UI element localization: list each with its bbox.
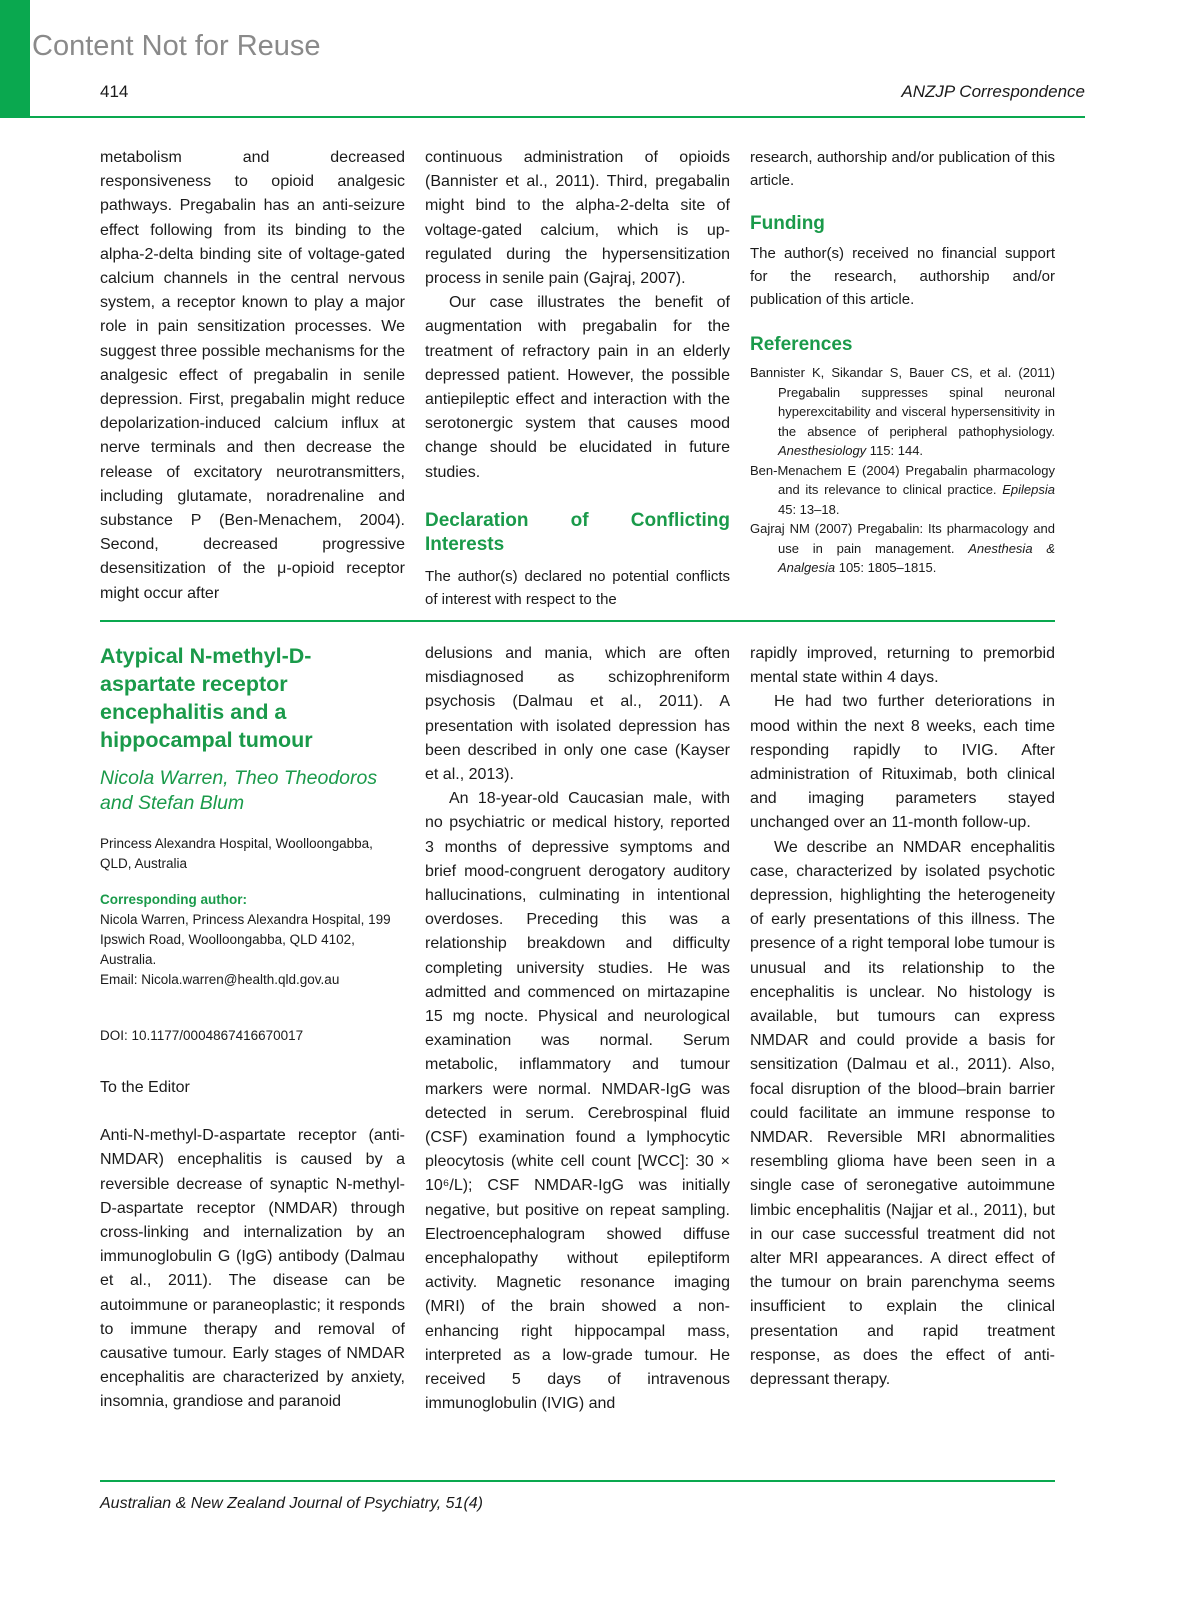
section-divider [100,620,1055,622]
footer-rule [100,1480,1055,1482]
watermark: Content Not for Reuse [32,30,321,62]
declaration-heading: Declaration of Conflicting Interests [425,509,730,555]
body-paragraph: Anti-N-methyl-D-aspartate receptor (anti-NMDAR) encephalitis is caused by a reversible decrease of synaptic N-methyl-D-aspartate receptor (NMDAR) through cross-linking and internalization by an immunoglobulin G (IgG) antibody (Dalmau et al., 2011). The disease can be autoimmune or paraneoplastic; it responds to immune therapy and removal of causative tumour. Early stages of NMDAR encephalitis are characterized by anxiety, insomnia, grandiose and paranoid [100,1127,405,1411]
funding-heading: Funding [750,213,825,234]
declaration-text: The author(s) declared no potential conflicts of interest with respect to the [425,567,730,608]
corresponding-author-address: Nicola Warren, Princess Alexandra Hospital, 199 Ipswich Road, Woolloongabba, QLD 4102, Australia. [100,912,391,967]
affiliation: Princess Alexandra Hospital, Woolloongabba, QLD, Australia [100,836,373,871]
article-title: Atypical N-methyl-D-aspartate receptor encephalitis and a hippocampal tumour [100,644,313,752]
article-authors: Nicola Warren, Theo Theodoros and Stefan Blum [100,767,378,814]
body-paragraph: An 18-year-old Caucasian male, with no psychiatric or medical history, reported 3 months of depressive symptoms and brief mood-congruent derogatory auditory hallucinations, culminating in intentional overdoses. Preceding this was a relationship breakdown and difficulty completing university studies. He was admitted and commenced on mirtazapine 15 mg nocte. Physical and neurological examination was normal. Serum metabolic, inflammatory and tumour markers were normal. NMDAR-IgG was detected in serum. Cerebrospinal fluid (CSF) examination found a lymphocytic pleocytosis (white cell count [WCC]: 30 × 10⁶/L); CSF NMDAR-IgG was initially negative, but positive on repeat sampling. Electroencephalogram showed diffuse encephalopathy without epileptiform activity. Magnetic resonance imaging (MRI) of the brain showed a non-enhancing right hippocampal mass, interpreted as a low-grade tumour. He received 5 days of intravenous immunoglobulin (IVIG) and [425,790,730,1413]
body-paragraph: He had two further deteriorations in mood within the next 8 weeks, each time responding rapidly to IVIG. After administration of Rituximab, both clinical and imaging parameters stayed unchanged over an 11-month follow-up. [750,693,1055,832]
top-column-3 [750,146,1055,578]
running-head: ANZJP Correspondence [901,82,1085,101]
funding-text: The author(s) received no financial support for the research, authorship and/or publication of this article. [750,245,1055,308]
body-paragraph: Our case illustrates the benefit of augmentation with pregabalin for the treatment of refractory pain in an elderly depressed patient. However, the possible antiepileptic effect and interaction with the serotonergic system that causes mood change should be elucidated in future studies. [425,294,730,481]
corresponding-author-label: Corresponding author: [100,892,247,907]
body-paragraph: We describe an NMDAR encephalitis case, characterized by isolated psychotic depression, highlighting the heterogeneity of early presentations of this illness. The presence of a right temporal lobe tumour is unusual and its relationship to the encephalitis is unclear. No histology is available, but tumours can express NMDAR and could provide a basis for sensitization (Dalmau et al., 2011). Also, focal disruption of the blood–brain barrier could facilitate an immune response to NMDAR. Reversible MRI abnormalities resembling glioma have been seen in a single case of seronegative autoimmune limbic encephalitis (Najjar et al., 2011), but in our case successful treatment did not alter MRI appearances. A direct effect of the tumour on brain parenchyma seems insufficient to explain the clinical presentation and rapid treatment response, as does the effect of anti-depressant therapy. [750,838,1055,1389]
reference-list [750,363,1055,578]
reference-item: Ben-Menachem E (2004) Pregabalin pharmacology and its relevance to clinical practice. Epilepsia 45: 13–18. [750,462,1055,517]
top-column-1 [100,146,405,606]
body-paragraph: research, authorship and/or publication of this article. [750,149,1055,189]
body-paragraph: metabolism and decreased responsiveness to opioid analgesic pathways. Pregabalin has an anti-seizure effect following from its binding to the alpha-2-delta binding site of voltage-gated calcium channels in the central nervous system, a receptor known to play a major role in pain sensitization processes. We suggest three possible mechanisms for the analgesic effect of pregabalin in senile depression. First, pregabalin might reduce depolarization-induced calcium influx at nerve terminals and then decrease the release of excitatory neurotransmitters, including glutamate, noradrenaline and substance P (Ben-Menachem, 2004). Second, decreased progressive desensitization of the μ-opioid receptor might occur after [100,149,405,602]
salutation: To the Editor [100,1079,190,1096]
page-number: 414 [100,82,129,101]
article-column-1 [100,642,405,1415]
article-column-3 [750,642,1055,1392]
article-column-2 [425,642,730,1417]
journal-footer: Australian & New Zealand Journal of Psychiatry, 51(4) [100,1495,483,1512]
green-edge-tab [0,0,30,118]
header-rule [30,116,1085,118]
reference-item: Gajraj NM (2007) Pregabalin: Its pharmacology and use in pain management. Anesthesia & Analgesia 105: 1805–1815. [750,521,1055,575]
references-heading: References [750,334,853,355]
top-column-2 [425,146,730,611]
body-paragraph: rapidly improved, returning to premorbid mental state within 4 days. [750,645,1055,687]
body-paragraph: delusions and mania, which are often misdiagnosed as schizophreniform psychosis (Dalmau et al., 2011). A presentation with isolated depression has been described in only one case (Kayser et al., 2013). [425,645,730,784]
corresponding-author-email: Email: Nicola.warren@health.qld.gov.au [100,972,340,987]
body-paragraph: continuous administration of opioids (Bannister et al., 2011). Third, pregabalin might bind to the alpha-2-delta site of voltage-gated calcium, which is up-regulated during the hypersensitization process in senile pain (Gajraj, 2007). [425,149,730,288]
reference-item: Bannister K, Sikandar S, Bauer CS, et al. (2011) Pregabalin suppresses spinal neuronal hyperexcitability and visceral hypersensitivity in the absence of peripheral pathophysiology. Anesthesiology 115: 144. [750,365,1055,458]
doi: DOI: 10.1177/0004867416670017 [100,1028,304,1043]
